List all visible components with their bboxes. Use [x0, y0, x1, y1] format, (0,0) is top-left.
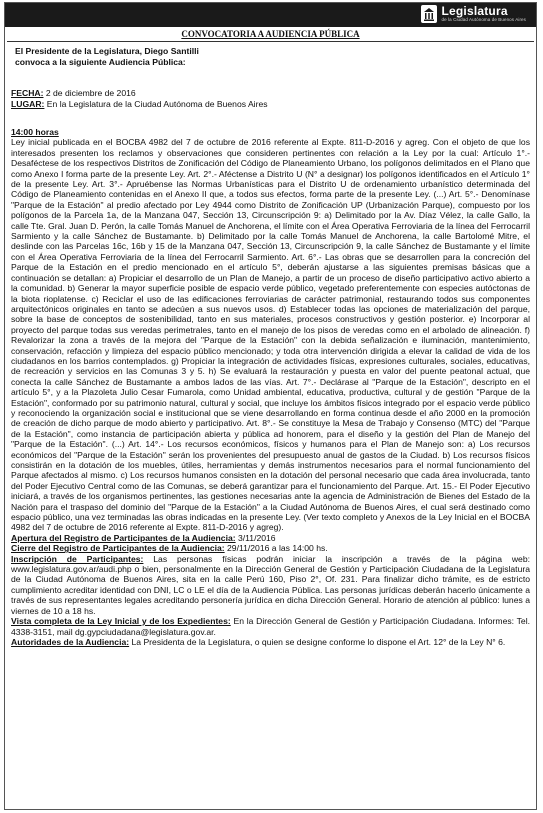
vista-row [11, 616, 530, 637]
inscripcion-label: Inscripción de Participantes: [11, 553, 144, 564]
notice-title: CONVOCATORIA A AUDIENCIA PÚBLICA [181, 29, 360, 39]
cierre-label: Cierre del Registro de Participantes de la Audiencia: [11, 543, 225, 554]
lugar-label: LUGAR: [11, 98, 45, 109]
inscripcion-row [11, 554, 530, 616]
legislatura-logo [421, 5, 526, 23]
logo-title: Legislatura [441, 4, 508, 19]
hora-heading: 14:00 horas [11, 127, 59, 137]
header-bar [5, 3, 536, 27]
logo-subtitle: de la Ciudad Autónoma de Buenos Aires [441, 17, 526, 23]
lugar-row [11, 99, 530, 110]
cierre-row [11, 543, 530, 553]
vista-value: En la Dirección General de Gestión y Participación Ciudadana. Informes: Tel. 4338-3151, mail dg.gypciudadana@legislatura.gov.ar. [11, 616, 530, 637]
cierre-value: 29/11/2016 a las 14:00 hs. [224, 543, 328, 554]
inscripcion-value: Las personas físicas podrán iniciar la inscripción a través de la página web: www.legislatura.gov.ar/audi.php o bien, personalmente en la Dirección General de Gestión y Participación Ciudadana de la Legislatura de la Ciudad Autónoma de Buenos Aires, sita en la calle Perú 160, Piso 2°, Of. 231. Para finalizar dicho trámite, es de estricto cumplimiento acreditar identidad con DNI, LC o LE el día de la Audiencia Pública. Las personas jurídicas deberán hacerlo únicamente a través de sus representantes legales acreditando personería jurídica en dicha Dirección General. Horario de atención al público: lunes a viernes de 10 a 18 hs. [11, 553, 530, 616]
intro-line-1: El Presidente de la Legislatura, Diego Santilli [15, 46, 199, 56]
fecha-row [11, 88, 530, 99]
apertura-row [11, 533, 530, 543]
fecha-label: FECHA: [11, 88, 44, 98]
lugar-value: En la Legislatura de la Ciudad Autónoma de Buenos Aires [44, 98, 268, 109]
notice-content [11, 46, 530, 647]
law-body-text: Ley inicial publicada en el BOCBA 4982 del 7 de octubre de 2016 referente al Expte. 811-D-2016 y agreg. Con el objeto de que los interesados presenten los reclamos y observaciones que consideren pertinentes con relación a la Ley por la cual: Artículo 1°.- Desaféctese de los respectivos Distritos de Zonificación del Código de Planeamiento Urbano, los polígonos delimitados en el Plano que como Anexo I forma parte de la presente Ley. Art. 2°.- Aféctense a Distrito U (N° a designar) los polígonos identificados en el Artículo 1° de la presente Ley. Art. 3°.- Apruébense las Normas Urbanísticas para el Distrito U de ordenamiento urbanístico determinada del Código de Planeamiento contenidas en el Anexo II que, a todos sus efectos, forma parte de la presente Ley. (...) Art. 5°.- Denomínase "Parque de la Estación" al predio afectado por Ley 4944 como Distrito de Zonificación UP (Urbanización Parque), compuesto por los polígonos de la Parcela 1a, de la Manzana 047, Sección 13, Circunscripción 9: a) Delimitado por la Av. Díaz Vélez, la calle Gallo, la calle Tte. Gral. Juan D. Perón, la calle Tomás Manuel de Anchorena, el límite con el Área Operativa Ferroviaria de la línea del Ferrocarril Sarmiento y la calle Sánchez de Bustamante. b) Delimitado por la calle Tomás Manuel de Anchorena, la calle Bartolomé Mitre, el deslinde con las Parcelas 16c, 16b y 15 de la Manzana 047, Sección 13, Circunscripción 9, la calle Sánchez de Bustamante y el límite con el Área Operativa Ferroviaria de la línea del Ferrocarril Sarmiento. Art. 6°.- Las obras que se desarrollen para la concreción del Parque de la Estación en el predio mencionado en el artículo 5°, deberán ajustarse a las siguientes premisas básicas que a continuación se detallan: a) Propiciar el desarrollo de un Plan de Manejo, a partir de un proceso de diseño participativo activo abierto a la comunidad. b) Generar la mayor superficie posible de espacio verde público, vegetado preferentemente con especies autóctonas de la biota rioplatense. c) Reciclar el uso de las edificaciones ferroviarias de carácter patrimonial, restaurando todos sus componentes arquitectónicos originales en tanto se adecúen a sus nuevos usos. d) Establecer todas las opciones de materialización del parque, sobre la base de conceptos de sostenibilidad, tanto en sus materiales, procesos constructivos y gestión posterior. e) Incorporar al proyecto del parque todas sus veredas perimetrales, tanto en el manejo de los pisos de veredas como en el arbolado de alineación. f) Revalorizar la zona a través de la mejora del "Parque de la Estación" con la debida señalización e iluminación, mantenimiento, conservación, refacción y limpieza del espacio público mencionado; y toda otra intervención dirigida a elevar la calidad de vida de los ciudadanos en los barrios contemplados. g) Propiciar la integración de actividades físicas, expresiones culturales, sociales, educativas, de recreación y servicios en las Comunas 3 y 5. h) Se evaluará la restauración y puesta en valor del puente peatonal actual, que conecta la calle Sánchez de Bustamante a ambos lados de las vías. Art. 7°.- Declárase al "Parque de la Estación", descripto en el artículo 5°, y a la Plazoleta Julio Cesar Fumarola, como Unidad ambiental, educativa, productiva, cultural y de gestión "Parque de la Estación", conformado por su patrimonio natural, cultural y social, que incluye los ámbitos físicos integrado por el espacio verde público y reconociendo la organización social e institucional que se viene desarrollando en forma continua desde el año 2000 en la promoción de creación de dicho parque de modo abierto y participativo. Art. 8°.- Se constituye la Mesa de Trabajo y Consenso (MTC) del "Parque de la Estación", como instancia de participación abierta y pública ad honorem, para el diseño y la gestión del Plan de Manejo del "Parque de la Estación". (...) Art. 14°.- Los recursos económicos, físicos y humanos para el Plan de Manejo son: a) Los recursos económicos del "Parque de la Estación" serán los provenientes del presupuesto anual de gastos de la Ciudad. b) Los recursos físicos consistirán en la dotación de los muebles, útiles, herramientas y demás instrumentos necesarios para el normal funcionamiento del Parque afectados al mismo. c) Los recursos humanos consisten en la dotación del personal necesario que cada área involucrada, tanto del Poder Ejecutivo Central como de las Comunas, se deberá garantizar para el funcionamiento del Parque. Art. 15.- El Poder Ejecutivo iniciará, a través de los organismos pertinentes, las gestiones necesarias ante la agencia de Administración de Bienes del Estado de la Nación para el traspaso del dominio del "Parque de la Estación" a la Ciudad Autónoma de Buenos Aires, el cual será destinado como espacio público, una vez terminadas las obras indicadas en la presente Ley. (Ver texto completo y Anexos de la Ley Inicial en el BOCBA 4982 del 7 de octubre de 2016 referente al Expte. 811-D-2016 y agreg). [11, 137, 530, 533]
autoridades-label: Autoridades de la Audiencia: [11, 636, 130, 647]
vista-label: Vista completa de la Ley Inicial y de los Expedientes: [11, 616, 231, 627]
autoridades-value: La Presidenta de la Legislatura, o quien se designe conforme lo dispone el Art. 12° de la Ley N° 6. [129, 636, 506, 647]
notice-frame [4, 2, 537, 810]
intro-line-2: convoca a la siguiente Audiencia Pública: [15, 56, 186, 67]
intro-block [15, 46, 530, 67]
apertura-label: Apertura del Registro de Participantes de la Audiencia: [11, 532, 236, 543]
apertura-value: 3/11/2016 [235, 532, 276, 543]
legislature-building-icon [421, 5, 437, 23]
fecha-value: 2 de diciembre de 2016 [43, 88, 136, 98]
title-divider [7, 41, 534, 42]
autoridades-row [11, 637, 530, 647]
